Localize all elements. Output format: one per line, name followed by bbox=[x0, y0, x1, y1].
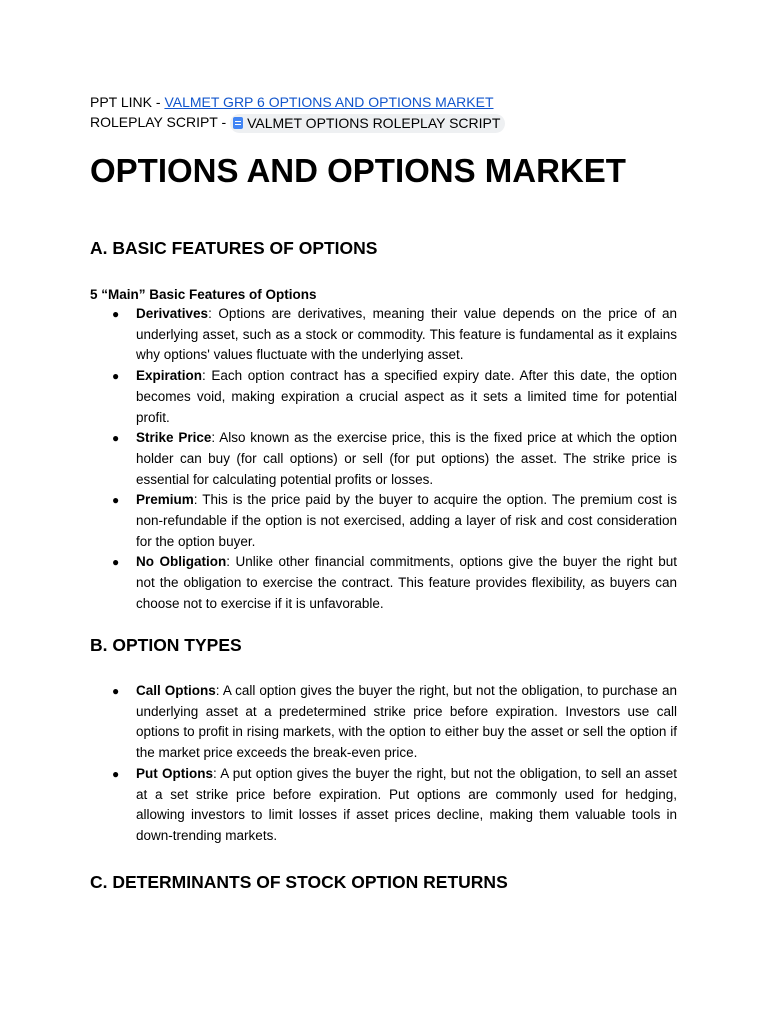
list-item-text: : This is the price paid by the buyer to acquire the option. The premium cost is non-refundable if the option is not exercised, adding a layer of risk and cost consideration for the option buyer. bbox=[136, 492, 677, 549]
section-b-heading: B. OPTION TYPES bbox=[90, 635, 242, 655]
list-item-text: : Options are derivatives, meaning their value depends on the price of an underlying asset, such as a stock or commodity. This feature is fundamental as it explains why options' values fluctuate with the underlying asset. bbox=[136, 306, 677, 363]
list-item-term: Call Options bbox=[136, 683, 216, 698]
roleplay-script-chip-label: VALMET OPTIONS ROLEPLAY SCRIPT bbox=[247, 114, 501, 131]
list-item bbox=[0, 366, 677, 428]
links-block bbox=[90, 92, 505, 132]
features-list bbox=[0, 304, 768, 615]
document-title: OPTIONS AND OPTIONS MARKET bbox=[90, 152, 626, 189]
roleplay-script-row bbox=[90, 112, 505, 132]
bullet: ● bbox=[112, 684, 120, 698]
list-item bbox=[0, 304, 677, 366]
list-item bbox=[0, 764, 677, 847]
list-item bbox=[0, 428, 677, 490]
bullet: ● bbox=[112, 369, 120, 384]
list-item bbox=[0, 681, 677, 764]
google-doc-icon bbox=[233, 117, 243, 129]
list-item-term: Premium bbox=[136, 492, 194, 508]
list-item-term: No Obligation bbox=[136, 554, 227, 570]
ppt-link-label: PPT LINK - bbox=[90, 94, 165, 110]
ppt-link-row bbox=[90, 92, 505, 112]
bullet: ● bbox=[112, 766, 120, 781]
bullet: ● bbox=[112, 555, 120, 570]
list-item bbox=[0, 552, 677, 614]
list-item-text: : A call option gives the buyer the right, but not the obligation, to purchase an underlying asset at a predetermined strike price before expiration. Investors use call options to profit in rising markets, with the option to either buy the asset or sell the option if the market price exceeds the break-even price. bbox=[136, 683, 677, 761]
list-item-term: Derivatives bbox=[136, 306, 209, 321]
list-item-text: : Each option contract has a specified expiry date. After this date, the option becomes void, making expiration a crucial aspect as it sets a limited time for potential profit. bbox=[136, 368, 677, 425]
list-item-text: : Also known as the exercise price, this is the fixed price at which the option holder can buy (for call options) or sell (for put options) the asset. The strike price is essential for calculating potential profits or losses. bbox=[136, 430, 677, 487]
section-a-heading: A. BASIC FEATURES OF OPTIONS bbox=[90, 238, 378, 258]
list-item-term: Put Options bbox=[136, 765, 213, 781]
list-item bbox=[0, 490, 677, 552]
bullet: ● bbox=[112, 431, 120, 446]
ppt-link[interactable]: VALMET GRP 6 OPTIONS AND OPTIONS MARKET bbox=[164, 94, 494, 110]
section-a-subheading: 5 “Main” Basic Features of Options bbox=[90, 287, 317, 302]
bullet: ● bbox=[112, 493, 120, 508]
section-c-heading: C. DETERMINANTS OF STOCK OPTION RETURNS bbox=[90, 872, 508, 892]
list-item-text: : Unlike other financial commitments, options give the buyer the right but not the obligation to exercise the contract. This feature provides flexibility, as buyers can choose not to exercise if it is unfavorable. bbox=[136, 554, 677, 611]
list-item-term: Strike Price bbox=[136, 430, 212, 446]
option-types-list bbox=[0, 681, 768, 847]
list-item-text: : A put option gives the buyer the right, but not the obligation, to sell an asset at a set strike price before expiration. Put options are commonly used for hedging, allowing investors to limit losses if asset prices decline, making them valuable tools in down-trending markets. bbox=[136, 765, 677, 843]
bullet: ● bbox=[112, 307, 120, 321]
list-item-term: Expiration bbox=[136, 368, 203, 384]
roleplay-script-label: ROLEPLAY SCRIPT - bbox=[90, 114, 231, 130]
roleplay-script-chip[interactable] bbox=[230, 114, 505, 133]
